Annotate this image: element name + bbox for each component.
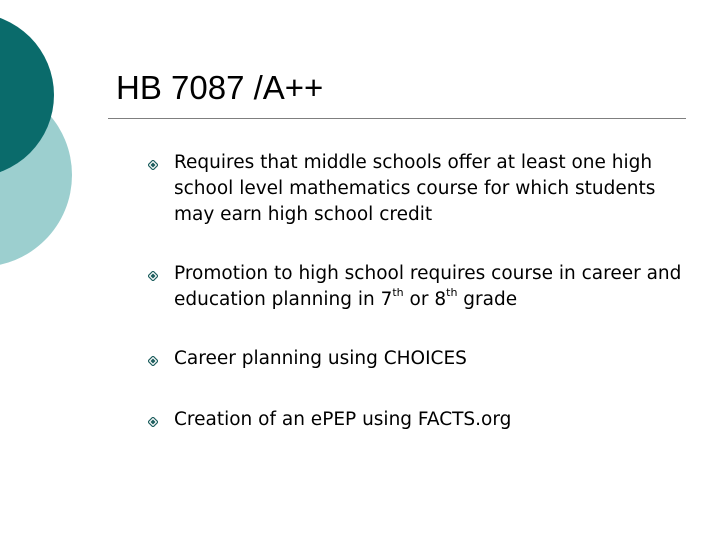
diamond-bullet-icon [148,356,158,366]
title-divider [108,118,686,119]
diamond-bullet-icon [148,417,158,427]
bullet-item [148,346,688,372]
superscript-th: th [392,286,404,299]
decorative-circles [0,0,120,300]
bullet-list [148,150,688,468]
superscript-th: th [446,286,458,299]
bullet-item [148,261,688,313]
bullet-text-part: grade [457,289,518,310]
bullet-text: Career planning using CHOICES [174,348,467,369]
bullet-item [148,407,688,433]
slide-title: HB 7087 /A++ [116,69,324,106]
diamond-bullet-icon [148,271,158,281]
bullet-item [148,150,688,228]
bullet-text: Creation of an ePEP using FACTS.org [174,409,512,430]
bullet-text-part: or 8 [403,289,447,310]
bullet-text-part: Promotion to high school requires course in career and education planning in 7 [174,263,682,310]
diamond-bullet-icon [148,160,158,170]
bullet-text: Requires that middle schools offer at least one high school level mathematics course for which students may earn high school credit [174,152,656,225]
